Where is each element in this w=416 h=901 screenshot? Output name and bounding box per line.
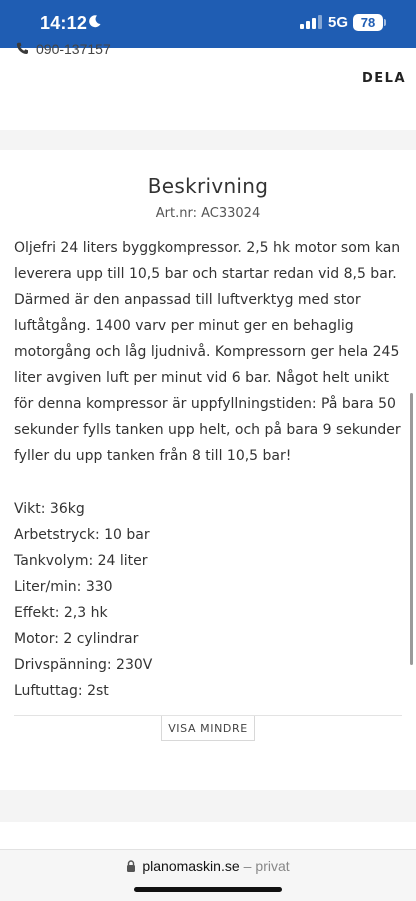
lock-icon [126,860,136,872]
description-text: Oljefri 24 liters byggkompressor. 2,5 hk motor som kan leverera upp till 10,5 bar och startar redan vid 8,5 bar. Därmed är den anpassad till luftverktyg med stor luftåtgång. 1400 varv per minut ger en behaglig motorgång och låg ljudnivå. Kompressorn ger hela 245 liter avgiven luft per minut vid 6 bar. Något helt unikt för denna kompressor är uppfyllningstiden: På bara 50 sekunder fylls tanken upp helt, och på bara 9 sekunder fyller du upp tanken från 8 till 10,5 bar! [14,240,401,464]
spec-list [14,496,394,704]
spec-item: Tankvolym: 24 liter [14,553,148,569]
article-number: Art.nr: AC33024 [155,206,261,221]
address-bar-content[interactable] [0,858,416,874]
show-less-button[interactable]: VISA MINDRE [161,716,255,741]
url-separator: – [243,858,252,874]
spec-item: Luftuttag: 2st [14,683,109,699]
phone-number: 090-137157 [36,41,111,57]
spec-item: Arbetstryck: 10 bar [14,527,150,543]
description-title: Beskrivning [147,174,269,198]
spec-item: Vikt: 36kg [14,501,85,517]
spec-item: Liter/min: 330 [14,579,113,595]
spec-item: Effekt: 2,3 hk [14,605,108,621]
network-type: 5G [328,14,349,31]
home-indicator[interactable] [134,887,282,892]
private-mode-label: privat [255,858,290,874]
status-time: 14:12 [40,13,88,33]
spec-item: Drivspänning: 230V [14,657,153,673]
battery-tip [384,19,386,26]
share-button[interactable]: DELA [362,71,407,86]
spec-item: Motor: 2 cylindrar [14,631,139,647]
browser-address-bar[interactable] [0,849,416,901]
battery-icon: 78 [353,14,383,31]
section-divider-bottom [0,790,416,822]
moon-icon [88,14,102,28]
signal-icon [300,15,322,29]
phone-icon [16,42,29,55]
url-domain: planomaskin.se [142,858,240,874]
scrollbar[interactable] [410,393,413,665]
section-divider [0,130,416,150]
